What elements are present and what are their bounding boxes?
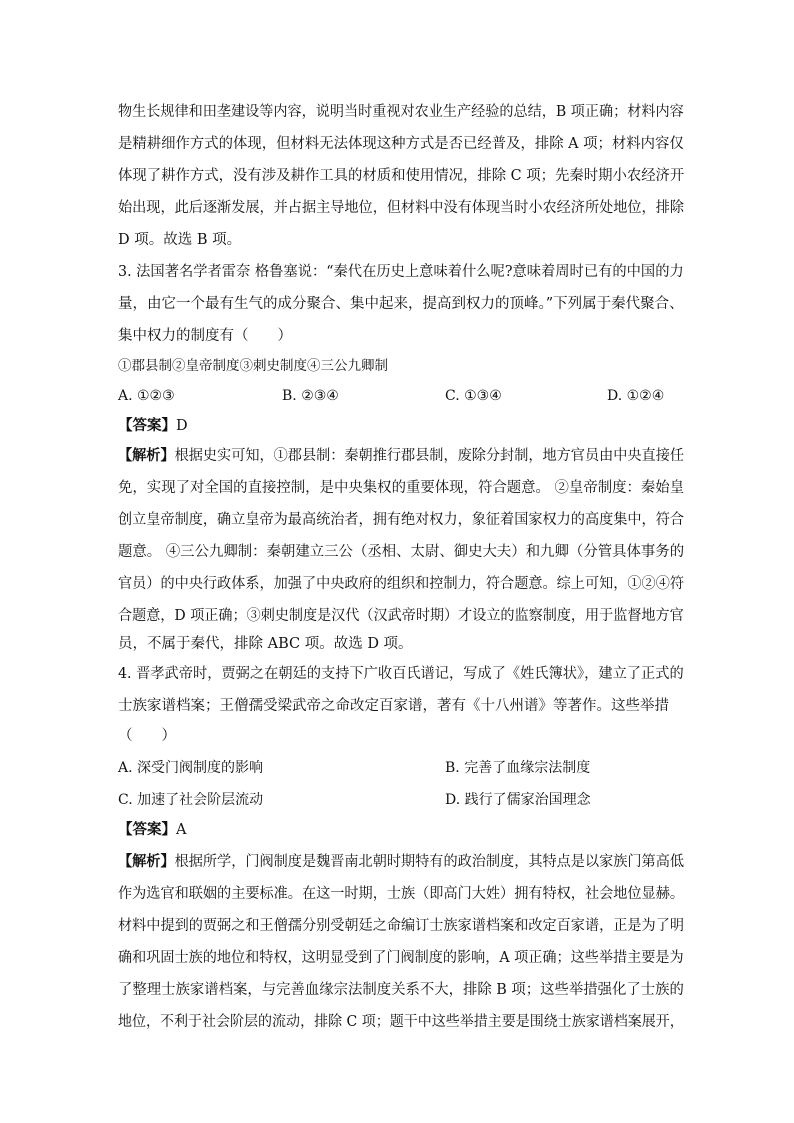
q4-analysis-line: 作为选官和联姻的主要标准。在这一时期，士族（即高门大姓）拥有特权，社会地位显赫。	[118, 886, 684, 902]
q2-analysis-line: 是精耕细作方式的体现，但材料无法体现这种方式是否已经普及，排除 A 项；材料内容仅	[118, 136, 684, 152]
answer-value: A	[176, 822, 187, 838]
q4-option-b[interactable]: B. 完善了血缘宗法制度	[445, 760, 591, 776]
q4-analysis-line: 确和巩固士族的地位和特权，这明显受到了门阀制度的影响，A 项正确；这些举措主要是为	[118, 950, 684, 966]
q3-answer	[118, 416, 188, 436]
q3-analysis-line: 合题意，D 项正确；③刺史制度是汉代（汉武帝时期）才设立的监察制度，用于监督地方官	[118, 608, 684, 624]
q3-analysis-line: 题意。 ④三公九卿制：秦朝建立三公（丞相、太尉、御史大夫）和九卿（分管具体事务的	[118, 544, 685, 560]
q3-stem-line: 集中权力的制度有（ ）	[118, 328, 292, 344]
answer-tag: 【答案】	[118, 417, 176, 434]
q3-analysis-line: 员，不属于秦代，排除 ABC 项。故选 D 项。	[118, 636, 413, 652]
q2-analysis-line: 物生长规律和田垄建设等内容，说明当时重视对农业生产经验的总结，B 项正确；材料内容	[118, 104, 684, 120]
q3-items: ①郡县制②皇帝制度③刺史制度④三公九卿制	[118, 358, 388, 374]
q3-analysis-line: 【解析】根据史实可知，①郡县制：秦朝推行郡县制，废除分封制，地方官员由中央直接任	[118, 447, 684, 464]
q3-option-a[interactable]: A. ①②③	[118, 388, 175, 404]
q4-stem-line: 士族家谱档案；王僧孺受梁武帝之命改定百家谱，著有《十八州谱》等著作。这些举措	[118, 698, 669, 714]
analysis-tag: 【解析】	[118, 853, 175, 870]
q4-option-d[interactable]: D. 践行了儒家治国理念	[445, 792, 591, 808]
q2-analysis-line: 始出现，此后逐渐发展，并占据主导地位，但材料中没有体现当时小农经济所处地位，排除	[118, 200, 684, 216]
q2-analysis-line: D 项。故选 B 项。	[118, 232, 242, 248]
q4-stem-line: （ ）	[118, 728, 176, 744]
q4-option-a[interactable]: A. 深受门阀制度的影响	[118, 760, 264, 776]
q4-answer	[118, 820, 186, 840]
q3-analysis-line: 免，实现了对全国的直接控制，是中央集权的重要体现，符合题意。 ②皇帝制度：秦始皇	[118, 480, 685, 496]
q4-analysis-line: 地位，不利于社会阶层的流动，排除 C 项；题干中这些举措主要是围绕士族家谱档案展开，	[118, 1014, 684, 1030]
q2-analysis-line: 体现了耕作方式，没有涉及耕作工具的材质和使用情况，排除 C 项；先秦时期小农经济开	[118, 168, 685, 184]
q3-option-d[interactable]: D. ①②④	[607, 388, 665, 404]
q3-analysis-line: 创立皇帝制度，确立皇帝为最高统治者，拥有绝对权力，象征着国家权力的高度集中，符合	[118, 512, 684, 528]
q3-stem-line: 3. 法国著名学者雷奈 格鲁塞说：“秦代在历史上意味着什么呢?意味着周时已有的中国的力	[118, 264, 684, 280]
analysis-tag: 【解析】	[118, 447, 175, 464]
q3-option-b[interactable]: B. ②③④	[282, 388, 339, 404]
q4-stem-line: 4. 晋孝武帝时，贾弼之在朝廷的支持下广收百氏谱记，写成了《姓氏簿状》，建立了正式的	[118, 666, 684, 682]
q3-analysis-line: 官员）的中央行政体系，加强了中央政府的组织和控制力，符合题意。综上可知，①②④符	[118, 576, 684, 592]
answer-tag: 【答案】	[118, 821, 176, 838]
q4-option-c[interactable]: C. 加速了社会阶层流动	[118, 792, 264, 808]
q4-analysis-line: 材料中提到的贾弼之和王僧孺分别受朝廷之命编订士族家谱档案和改定百家谱，正是为了明	[118, 918, 684, 934]
q4-analysis-line: 了整理士族家谱档案，与完善血缘宗法制度关系不大，排除 B 项；这些举措强化了士族的	[118, 982, 684, 998]
q3-stem-line: 量，由它一个最有生气的成分聚合、集中起来，提高到权力的顶峰。”下列属于秦代聚合、	[118, 296, 684, 312]
answer-value: D	[176, 418, 188, 434]
q3-option-c[interactable]: C. ①③④	[445, 388, 502, 404]
q4-analysis-line: 【解析】根据所学，门阀制度是魏晋南北朝时期特有的政治制度，其特点是以家族门第高低	[118, 853, 684, 870]
